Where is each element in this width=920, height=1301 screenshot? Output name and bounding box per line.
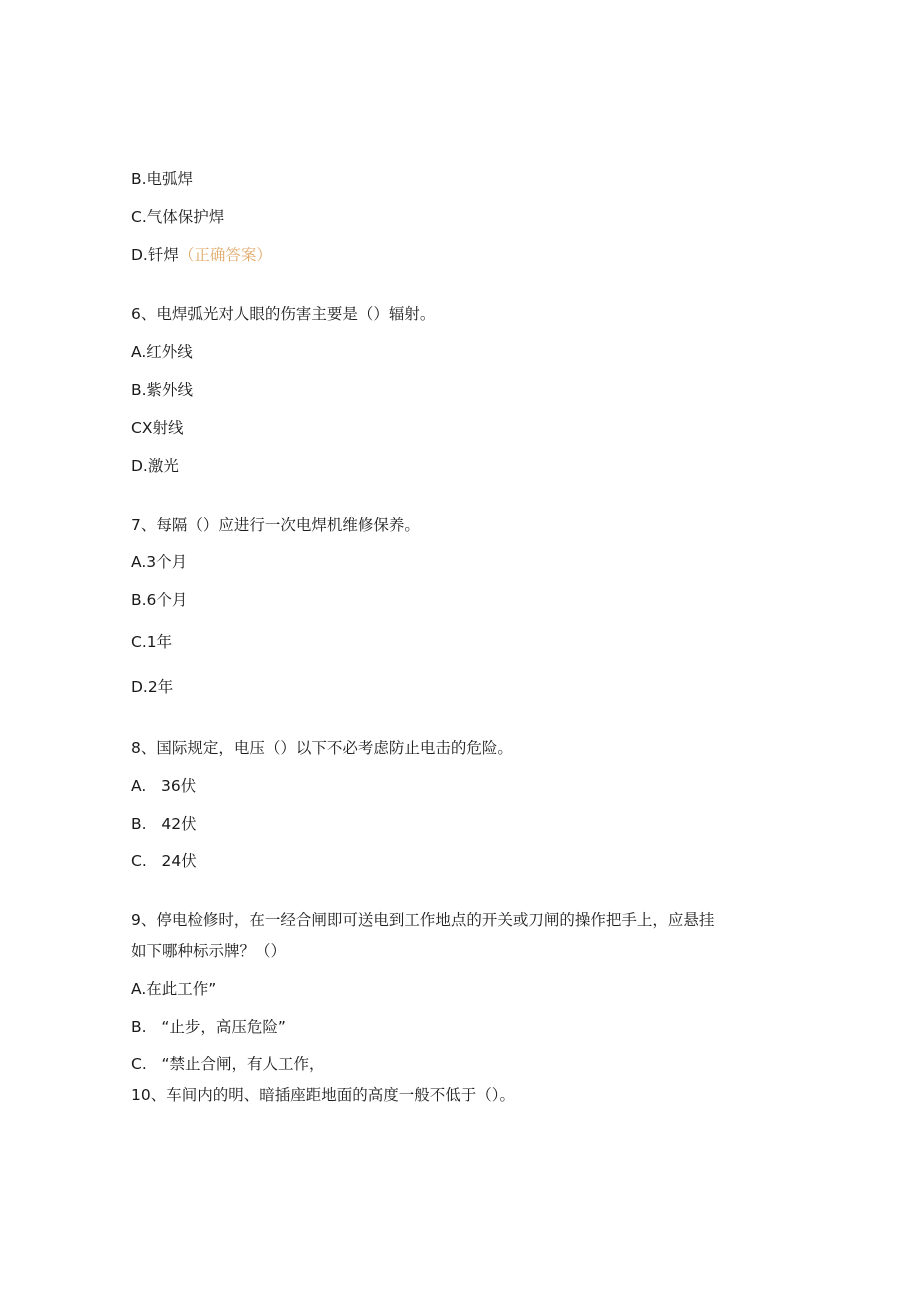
- q10-question: 10、车间内的明、暗插座距地面的高度一般不低于（）。: [131, 1086, 515, 1104]
- q6-option-a: A.红外线: [131, 343, 193, 361]
- q9-question-line2: 如下哪种标示牌？（）: [131, 942, 287, 960]
- q6-option-b: B.紫外线: [131, 381, 194, 399]
- q9-option-b: B. “止步，高压危险”: [131, 1018, 286, 1036]
- q6-option-c: CX射线: [131, 419, 184, 437]
- q5-option-d: [131, 245, 272, 265]
- q5-option-c: C.气体保护焊: [131, 208, 225, 226]
- q8-option-a: A. 36伏: [131, 777, 197, 795]
- q8-option-c: C. 24伏: [131, 852, 197, 870]
- q7-question: 7、每隔（）应进行一次电焊机维修保养。: [131, 516, 420, 534]
- q7-option-d: D.2年: [131, 678, 174, 696]
- q5-option-d-text: D.钎焊: [131, 246, 179, 264]
- q7-option-b: B.6个月: [131, 591, 188, 609]
- q6-question: 6、电焊弧光对人眼的伤害主要是（）辐射。: [131, 305, 436, 323]
- q9-option-c: C. “禁止合闸，有人工作，: [131, 1055, 325, 1073]
- q6-option-d: D.激光: [131, 457, 179, 475]
- q9-option-a: A.在此工作”: [131, 980, 217, 998]
- q8-option-b: B. 42伏: [131, 815, 197, 833]
- q5-option-b: B.电弧焊: [131, 170, 194, 188]
- q7-option-c: C.1年: [131, 633, 173, 651]
- q7-option-a: A.3个月: [131, 553, 188, 571]
- q8-question: 8、国际规定，电压（）以下不必考虑防止电击的危险。: [131, 739, 513, 757]
- q9-question-line1: 9、停电检修时，在一经合闸即可送电到工作地点的开关或刀闸的操作把手上，应悬挂: [131, 911, 715, 929]
- correct-answer-mark: （正确答案）: [178, 246, 272, 264]
